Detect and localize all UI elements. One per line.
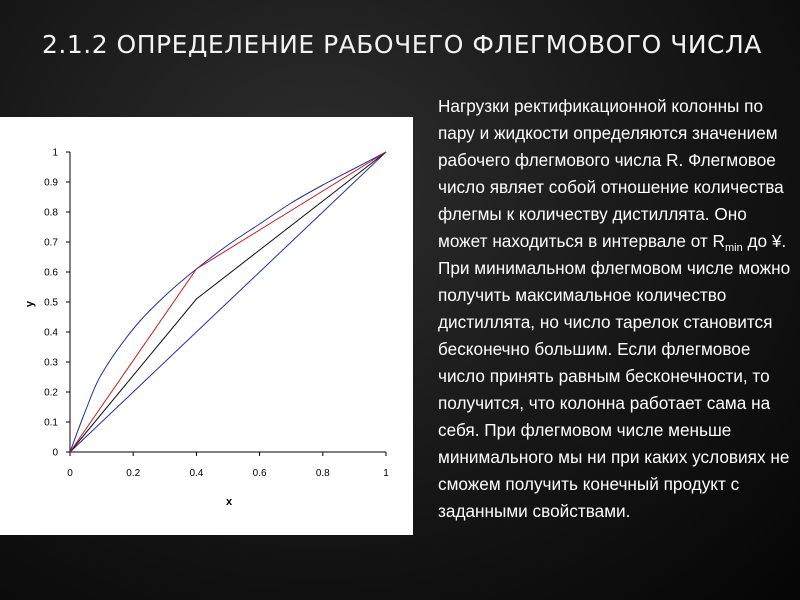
y-tick-label: 0: [52, 447, 58, 459]
paragraph-part-2: до ¥. При минимальном флегмовом числе можно получить максимальное количество дистиллята, но число тарелок становится бесконечно большим. Если флегмовое число принять равным бесконечности, то получится, что колонна работает сама на себя. При флегмовом числе меньше минимального мы ни при каких условиях не сможем получить конечный продукт с заданными свойствами.: [438, 231, 791, 521]
equilibrium-chart: [0, 117, 413, 535]
x-tick-label: 0: [67, 468, 73, 479]
body-paragraph: [438, 93, 794, 525]
x-tick-label: 0.4: [189, 468, 204, 479]
slide-title: 2.1.2 ОПРЕДЕЛЕНИЕ РАБОЧЕГО ФЛЕГМОВОГО ЧИСЛА: [42, 30, 762, 59]
y-tick-label: 0.9: [44, 177, 58, 189]
x-tick-label: 0.2: [126, 468, 141, 479]
y-tick-label: 0.4: [44, 327, 58, 339]
x-axis-label: x: [225, 496, 233, 508]
y-tick-label: 0.8: [44, 207, 58, 219]
y-tick-label: 0.7: [44, 237, 58, 249]
y-tick-label: 0.6: [44, 267, 58, 279]
series-line-1: [70, 152, 386, 452]
y-tick-label: 0.5: [44, 297, 58, 309]
y-tick-label: 0.3: [44, 357, 58, 369]
paragraph-part-1: Нагрузки ректификационной колонны по пару и жидкости определяются значением рабочего флегмового числа R. Флегмовое число являет собой отношение количества флегмы к количеству дистиллята. Оно может находиться в интервале от R: [438, 96, 784, 251]
chart-panel: [0, 117, 413, 535]
y-axis-label: y: [24, 300, 36, 308]
y-tick-label: 0.1: [44, 417, 58, 429]
x-tick-label: 1: [383, 468, 389, 479]
x-tick-label: 0.6: [252, 468, 267, 479]
rmin-subscript: min: [724, 242, 743, 254]
x-tick-label: 0.8: [315, 468, 330, 479]
y-tick-label: 0.2: [44, 387, 58, 399]
y-tick-label: 1: [52, 147, 58, 159]
